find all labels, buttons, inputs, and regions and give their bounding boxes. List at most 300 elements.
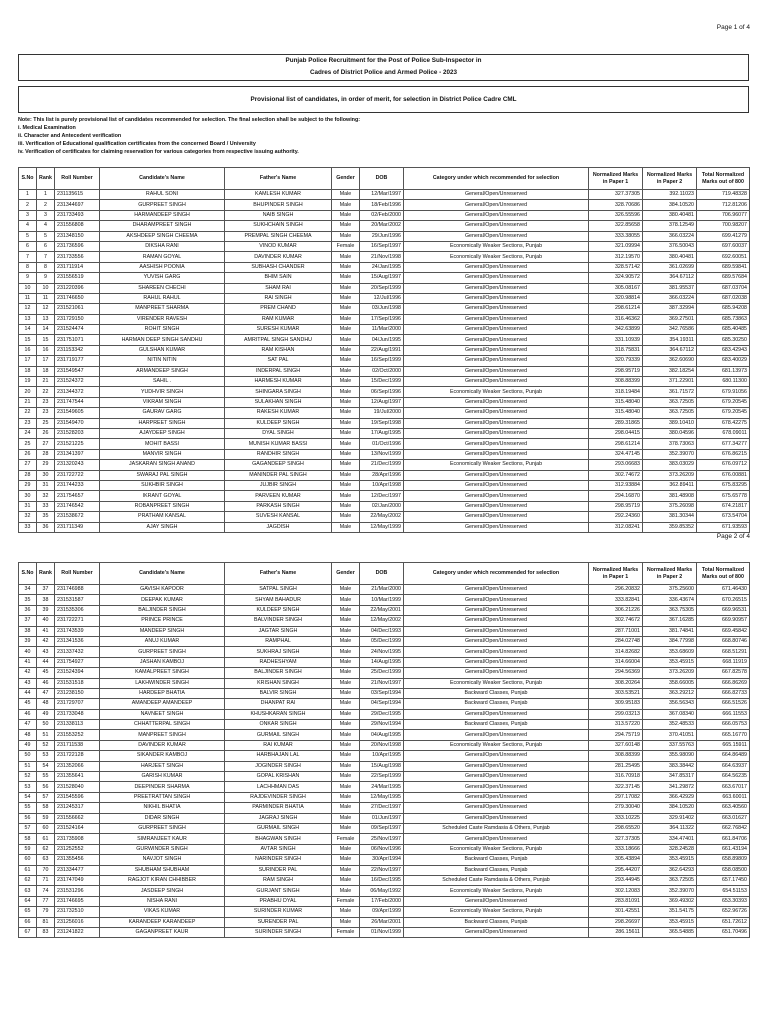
col-dob-cell: 13/Nov/1999 <box>360 449 404 459</box>
table-row <box>19 449 750 459</box>
col-candidate-name-cell: NAVNEET SINGH <box>100 709 225 719</box>
col-father-name-cell: KAMLESH KUMAR <box>225 190 332 200</box>
col-father-name-cell: SURINDER PAL <box>225 865 332 875</box>
col-candidate-name-cell: MANVIR SINGH <box>100 449 225 459</box>
col-gender-cell: Male <box>332 605 360 615</box>
col-dob-cell: 19/Sep/1998 <box>360 418 404 428</box>
col-roll-number-cell: 231135615 <box>55 190 100 200</box>
col-gender-cell: Male <box>332 408 360 418</box>
col-total-marks-cell: 658.08500 <box>697 865 750 875</box>
col-marks-paper-2-cell: 380.40481 <box>643 252 697 262</box>
col-rank-cell: 30 <box>37 470 55 480</box>
col-marks-paper-2-cell: 371.22901 <box>643 377 697 387</box>
col-gender-cell: Male <box>332 886 360 896</box>
col-roll-number-header: Roll Number <box>55 168 100 190</box>
col-dob-cell: 29/Jun/1996 <box>360 231 404 241</box>
table-row <box>19 200 750 210</box>
note-line: iv. Verification of certificates for claiming reservation for various categories from respective issuing authority. <box>18 148 299 155</box>
col-candidate-name-cell: MANDEEP SINGH <box>100 626 225 636</box>
col-father-name-cell: RANDHIR SINGH <box>225 449 332 459</box>
col-category-cell: Backward Classes, Punjab <box>404 865 589 875</box>
col-dob-cell: 28/Apr/1996 <box>360 470 404 480</box>
col-roll-number-cell: 231729150 <box>55 314 100 324</box>
col-candidate-name-cell: KARANDEEP KARANDEEP <box>100 917 225 927</box>
col-total-marks-cell: 665.16770 <box>697 730 750 740</box>
col-roll-number-cell: 231524372 <box>55 377 100 387</box>
table-row <box>19 813 750 823</box>
table-row <box>19 522 750 532</box>
col-gender-cell: Male <box>332 262 360 272</box>
col-sno-cell: 63 <box>19 886 37 896</box>
col-father-name-cell: RAM SINGH <box>225 875 332 885</box>
col-gender-cell: Male <box>332 668 360 678</box>
col-rank-cell: 42 <box>37 636 55 646</box>
table-row <box>19 501 750 511</box>
col-category-cell: General/Open/Unreserved <box>404 190 589 200</box>
table-row <box>19 262 750 272</box>
col-sno-cell: 44 <box>19 688 37 698</box>
col-marks-paper-1-cell: 327.37305 <box>589 834 643 844</box>
col-rank-cell: 23 <box>37 397 55 407</box>
col-gender-cell: Male <box>332 585 360 595</box>
col-marks-paper-2-cell: 353.45915 <box>643 917 697 927</box>
col-dob-cell: 27/Dec/1997 <box>360 803 404 813</box>
col-roll-number-cell: 231747544 <box>55 397 100 407</box>
col-candidate-name-cell: GAGANPREET KAUR <box>100 927 225 937</box>
col-marks-paper-1-cell: 327.37305 <box>589 190 643 200</box>
col-total-marks-cell: 662.76842 <box>697 823 750 833</box>
table-row <box>19 273 750 283</box>
title-line-1: Punjab Police Recruitment for the Post of Police Sub-Inspector in <box>285 57 482 64</box>
col-marks-paper-2-cell: 380.04596 <box>643 428 697 438</box>
col-candidate-name-cell: AJAYDEEP SINGH <box>100 428 225 438</box>
col-dob-cell: 20/Nov/1998 <box>360 740 404 750</box>
col-father-name-cell: BHIM SAIN <box>225 273 332 283</box>
col-marks-paper-1-cell: 314.82682 <box>589 647 643 657</box>
col-gender-cell: Male <box>332 855 360 865</box>
col-category-cell: General/Open/Unreserved <box>404 595 589 605</box>
col-total-marks-cell: 700.98207 <box>697 221 750 231</box>
col-dob-cell: 02/Oct/2000 <box>360 366 404 376</box>
col-category-cell: General/Open/Unreserved <box>404 293 589 303</box>
table-row <box>19 252 750 262</box>
col-rank-cell: 51 <box>37 730 55 740</box>
table-row <box>19 668 750 678</box>
col-marks-paper-1-cell: 292.24360 <box>589 512 643 522</box>
col-rank-cell: 21 <box>37 377 55 387</box>
col-sno-cell: 10 <box>19 283 37 293</box>
col-dob-cell: 25/Dec/1999 <box>360 668 404 678</box>
col-candidate-name-cell: AASHISH POONIA <box>100 262 225 272</box>
col-total-marks-cell: 692.60051 <box>697 252 750 262</box>
col-dob-cell: 01/Oct/1996 <box>360 439 404 449</box>
col-category-cell: General/Open/Unreserved <box>404 325 589 335</box>
col-sno-cell: 26 <box>19 449 37 459</box>
col-total-marks-cell: 697.60037 <box>697 241 750 251</box>
table-row <box>19 470 750 480</box>
col-marks-paper-2-cell: 375.26098 <box>643 501 697 511</box>
col-gender-cell: Male <box>332 917 360 927</box>
col-sno-cell: 45 <box>19 699 37 709</box>
col-dob-cell: 21/Dec/1999 <box>360 460 404 470</box>
col-category-cell: General/Open/Unreserved <box>404 792 589 802</box>
col-marks-paper-1-cell: 312.93884 <box>589 480 643 490</box>
col-marks-paper-2-cell: 361.71572 <box>643 387 697 397</box>
col-sno-cell: 23 <box>19 418 37 428</box>
col-sno-cell: 66 <box>19 917 37 927</box>
col-category-cell: General/Open/Unreserved <box>404 647 589 657</box>
col-marks-paper-2-header: Normalized Marks in Paper 2 <box>643 168 697 190</box>
col-marks-paper-2-cell: 364.67112 <box>643 273 697 283</box>
col-candidate-name-cell: ROBANPREET SINGH <box>100 501 225 511</box>
col-rank-cell: 12 <box>37 304 55 314</box>
col-marks-paper-2-cell: 384.10520 <box>643 803 697 813</box>
col-rank-cell: 47 <box>37 688 55 698</box>
col-sno-cell: 28 <box>19 470 37 480</box>
col-marks-paper-1-cell: 298.61214 <box>589 439 643 449</box>
col-dob-cell: 17/Feb/2000 <box>360 896 404 906</box>
col-marks-paper-2-cell: 373.26209 <box>643 470 697 480</box>
col-candidate-name-cell: PREETRATTAN SINGH <box>100 792 225 802</box>
col-total-marks-cell: 651.70496 <box>697 927 750 937</box>
col-candidate-name-cell: RAHUL RAHUL <box>100 293 225 303</box>
col-total-marks-cell: 666.82733 <box>697 688 750 698</box>
col-marks-paper-1-cell: 303.53521 <box>589 688 643 698</box>
col-marks-paper-1-cell: 318.19484 <box>589 387 643 397</box>
col-rank-cell: 5 <box>37 231 55 241</box>
col-sno-cell: 14 <box>19 325 37 335</box>
col-total-marks-cell: 653.30393 <box>697 896 750 906</box>
col-marks-paper-1-cell: 320.79339 <box>589 356 643 366</box>
col-category-cell: General/Open/Unreserved <box>404 501 589 511</box>
col-rank-cell: 11 <box>37 293 55 303</box>
col-rank-cell: 45 <box>37 668 55 678</box>
col-gender-cell: Male <box>332 501 360 511</box>
col-total-marks-cell: 670.26515 <box>697 595 750 605</box>
col-rank-cell: 1 <box>37 190 55 200</box>
col-total-marks-cell: 678.42275 <box>697 418 750 428</box>
col-total-marks-cell: 669.90957 <box>697 616 750 626</box>
col-rank-cell: 28 <box>37 449 55 459</box>
col-marks-paper-2-cell: 366.03224 <box>643 293 697 303</box>
col-rank-cell: 32 <box>37 491 55 501</box>
col-dob-cell: 25/Nov/1997 <box>360 834 404 844</box>
col-category-cell: General/Open/Unreserved <box>404 636 589 646</box>
table-row <box>19 740 750 750</box>
col-roll-number-cell: 231337432 <box>55 647 100 657</box>
col-marks-paper-2-cell: 389.10410 <box>643 418 697 428</box>
col-rank-cell: 4 <box>37 221 55 231</box>
col-candidate-name-cell: JASKARAN SINGH ANAND <box>100 460 225 470</box>
col-rank-cell: 49 <box>37 709 55 719</box>
col-category-cell: General/Open/Unreserved <box>404 927 589 937</box>
col-candidate-name-cell: SIMRANJEET KAUR <box>100 834 225 844</box>
col-candidate-name-cell: HARMAN DEEP SINGH SANDHU <box>100 335 225 345</box>
col-category-cell: General/Open/Unreserved <box>404 418 589 428</box>
col-category-cell: Economically Weaker Sections, Punjab <box>404 678 589 688</box>
col-marks-paper-2-cell: 369.27501 <box>643 314 697 324</box>
col-marks-paper-1-cell: 283.81091 <box>589 896 643 906</box>
col-sno-cell: 34 <box>19 585 37 595</box>
col-roll-number-cell: 231722271 <box>55 616 100 626</box>
table-row <box>19 221 750 231</box>
col-dob-cell: 24/Jan/1995 <box>360 262 404 272</box>
document-title <box>18 54 749 81</box>
col-dob-cell: 15/Aug/1997 <box>360 273 404 283</box>
col-marks-paper-2-cell: 341.29872 <box>643 782 697 792</box>
page-number: Page 2 of 4 <box>716 533 750 540</box>
col-rank-cell: 79 <box>37 907 55 917</box>
col-candidate-name-cell: GURPREET SINGH <box>100 823 225 833</box>
col-marks-paper-1-cell: 302.12083 <box>589 886 643 896</box>
col-dob-cell: 30/Apr/1994 <box>360 855 404 865</box>
col-candidate-name-cell: YUVISH GARG <box>100 273 225 283</box>
table-row <box>19 325 750 335</box>
col-gender-cell: Male <box>332 844 360 854</box>
col-candidate-name-cell: AJAY SINGH <box>100 522 225 532</box>
col-father-name-cell: KHUSHKARAN SINGH <box>225 709 332 719</box>
col-dob-cell: 26/Mar/2001 <box>360 917 404 927</box>
col-dob-cell: 21/Mar/2000 <box>360 585 404 595</box>
col-roll-number-cell: 231722128 <box>55 751 100 761</box>
col-marks-paper-1-cell: 281.25495 <box>589 761 643 771</box>
col-roll-number-cell: 231733048 <box>55 709 100 719</box>
col-sno-cell: 56 <box>19 813 37 823</box>
col-candidate-name-cell: AMANDEEP AMANDEEP <box>100 699 225 709</box>
col-father-name-cell: DYAL SINGH <box>225 428 332 438</box>
col-gender-cell: Male <box>332 688 360 698</box>
col-father-name-header: Father's Name <box>225 168 332 190</box>
col-candidate-name-cell: VIKAS KUMAR <box>100 907 225 917</box>
col-dob-cell: 12/Aug/1997 <box>360 397 404 407</box>
col-father-name-cell: SURINDER KUMAR <box>225 907 332 917</box>
col-candidate-name-cell: PRATHAM KANSAL <box>100 512 225 522</box>
col-category-cell: General/Open/Unreserved <box>404 709 589 719</box>
col-category-cell: General/Open/Unreserved <box>404 626 589 636</box>
table-row <box>19 418 750 428</box>
col-total-marks-cell: 689.59841 <box>697 262 750 272</box>
col-marks-paper-1-cell: 327.60148 <box>589 740 643 750</box>
col-marks-paper-1-cell: 305.08167 <box>589 283 643 293</box>
col-father-name-cell: INDERPAL SINGH <box>225 366 332 376</box>
col-candidate-name-cell: SHUBHAM SHUBHAM <box>100 865 225 875</box>
col-total-marks-cell: 699.41279 <box>697 231 750 241</box>
col-dob-cell: 14/Aug/1995 <box>360 657 404 667</box>
col-total-marks-cell: 661.43194 <box>697 844 750 854</box>
col-roll-number-cell: 231746542 <box>55 501 100 511</box>
col-candidate-name-header: Candidate's Name <box>100 563 225 585</box>
col-dob-cell: 01/Jun/1997 <box>360 813 404 823</box>
col-father-name-cell: GOPAL KRISHAN <box>225 772 332 782</box>
col-marks-paper-1-cell: 318.75831 <box>589 345 643 355</box>
col-sno-cell: 65 <box>19 907 37 917</box>
col-gender-cell: Female <box>332 241 360 251</box>
col-candidate-name-cell: RAHUL SONI <box>100 190 225 200</box>
col-marks-paper-1-cell: 331.10939 <box>589 335 643 345</box>
col-roll-number-cell: 231528203 <box>55 428 100 438</box>
col-marks-paper-1-cell: 333.38055 <box>589 231 643 241</box>
col-marks-paper-2-cell: 342.76586 <box>643 325 697 335</box>
col-dob-cell: 29/Dec/1995 <box>360 709 404 719</box>
col-father-name-cell: BALJINDER SINGH <box>225 668 332 678</box>
col-roll-number-cell: 231733556 <box>55 252 100 262</box>
col-father-name-cell: DHANPAT RAI <box>225 699 332 709</box>
col-marks-paper-2-cell: 363.72505 <box>643 408 697 418</box>
col-father-name-cell: RAMPHAL <box>225 636 332 646</box>
col-candidate-name-cell: HARDEEP BHATIA <box>100 688 225 698</box>
col-dob-cell: 09/Apr/1999 <box>360 907 404 917</box>
col-total-marks-cell: 681.13973 <box>697 366 750 376</box>
col-sno-cell: 39 <box>19 636 37 646</box>
col-dob-cell: 19/Jul/2000 <box>360 408 404 418</box>
col-category-cell: Economically Weaker Sections, Punjab <box>404 241 589 251</box>
col-rank-cell: 17 <box>37 356 55 366</box>
col-gender-cell: Male <box>332 221 360 231</box>
col-category-cell: Economically Weaker Sections, Punjab <box>404 740 589 750</box>
col-rank-cell: 38 <box>37 595 55 605</box>
col-roll-number-cell: 231719177 <box>55 356 100 366</box>
col-rank-cell: 63 <box>37 855 55 865</box>
col-sno-cell: 58 <box>19 834 37 844</box>
col-father-name-cell: SATPAL SINGH <box>225 585 332 595</box>
col-candidate-name-cell: HARPREET SINGH <box>100 418 225 428</box>
col-marks-paper-1-cell: 321.09994 <box>589 241 643 251</box>
col-category-cell: Backward Classes, Punjab <box>404 917 589 927</box>
col-roll-number-cell: 231256016 <box>55 917 100 927</box>
col-rank-cell: 44 <box>37 657 55 667</box>
col-father-name-cell: NAIB SINGH <box>225 210 332 220</box>
col-category-cell: General/Open/Unreserved <box>404 657 589 667</box>
col-sno-cell: 9 <box>19 273 37 283</box>
col-gender-cell: Male <box>332 335 360 345</box>
col-gender-cell: Male <box>332 377 360 387</box>
col-sno-cell: 1 <box>19 190 37 200</box>
col-dob-cell: 09/Sep/1997 <box>360 823 404 833</box>
note-line: Note: This list is purely provisional list of candidates recommended for selection. The final selection shall be subject to the following: <box>18 117 361 123</box>
table-row <box>19 241 750 251</box>
col-marks-paper-2-cell: 329.91402 <box>643 813 697 823</box>
col-candidate-name-cell: GARISH KUMAR <box>100 772 225 782</box>
col-dob-cell: 11/Mar/2000 <box>360 325 404 335</box>
col-category-cell: General/Open/Unreserved <box>404 730 589 740</box>
col-roll-number-cell: 231531296 <box>55 886 100 896</box>
col-gender-cell: Male <box>332 626 360 636</box>
col-father-name-cell: RAJDEVINDER SINGH <box>225 792 332 802</box>
col-sno-cell: 20 <box>19 387 37 397</box>
col-father-name-cell: PRABHU DYAL <box>225 896 332 906</box>
col-marks-paper-2-cell: 378.12549 <box>643 221 697 231</box>
col-marks-paper-2-cell: 352.48533 <box>643 720 697 730</box>
col-dob-cell: 03/Sep/1994 <box>360 688 404 698</box>
col-marks-paper-1-cell: 299.03213 <box>589 709 643 719</box>
col-gender-cell: Male <box>332 470 360 480</box>
col-roll-number-cell: 231521225 <box>55 439 100 449</box>
col-sno-cell: 54 <box>19 792 37 802</box>
table-row <box>19 283 750 293</box>
col-category-cell: General/Open/Unreserved <box>404 314 589 324</box>
col-marks-paper-1-cell: 313.57220 <box>589 720 643 730</box>
col-rank-cell: 14 <box>37 325 55 335</box>
col-marks-paper-1-cell: 297.17082 <box>589 792 643 802</box>
list-subtitle: Provisional list of candidates, in order of merit, for selection in District Police Cadre CML <box>18 86 749 113</box>
col-rank-cell: 13 <box>37 314 55 324</box>
col-father-name-cell: KULDEEP SINGH <box>225 418 332 428</box>
col-category-cell: Backward Classes, Punjab <box>404 699 589 709</box>
col-sno-cell: 22 <box>19 408 37 418</box>
col-father-name-cell: RAI KUMAR <box>225 740 332 750</box>
col-category-cell: General/Open/Unreserved <box>404 585 589 595</box>
col-marks-paper-2-cell: 381.30344 <box>643 512 697 522</box>
col-dob-cell: 16/Dec/1995 <box>360 875 404 885</box>
col-gender-cell: Male <box>332 512 360 522</box>
col-total-marks-cell: 683.42943 <box>697 345 750 355</box>
col-roll-number-cell: 231252552 <box>55 844 100 854</box>
col-dob-cell: 04/Aug/1995 <box>360 730 404 740</box>
note-line: iii. Verification of Educational qualification certificates from the concerned Board / University <box>18 140 256 147</box>
col-father-name-cell: JAGDISH <box>225 522 332 532</box>
table-row <box>19 699 750 709</box>
col-father-name-cell: ONKAR SINGH <box>225 720 332 730</box>
col-father-name-cell: RAKESH KUMAR <box>225 408 332 418</box>
col-roll-number-cell: 231556662 <box>55 813 100 823</box>
col-candidate-name-cell: DEEPAK KUMAR <box>100 595 225 605</box>
col-marks-paper-1-cell: 308.88399 <box>589 377 643 387</box>
col-sno-cell: 8 <box>19 262 37 272</box>
col-marks-paper-1-cell: 298.95719 <box>589 501 643 511</box>
col-category-cell: Backward Classes, Punjab <box>404 688 589 698</box>
col-category-cell: General/Open/Unreserved <box>404 200 589 210</box>
col-roll-number-cell: 231521061 <box>55 304 100 314</box>
col-sno-cell: 36 <box>19 605 37 615</box>
col-category-cell: Backward Classes, Punjab <box>404 855 589 865</box>
table-row <box>19 875 750 885</box>
col-marks-paper-2-cell: 381.48908 <box>643 491 697 501</box>
col-sno-cell: 30 <box>19 491 37 501</box>
col-gender-header: Gender <box>332 168 360 190</box>
col-rank-cell: 70 <box>37 865 55 875</box>
col-dob-cell: 04/Jun/1995 <box>360 335 404 345</box>
col-marks-paper-2-cell: 366.42929 <box>643 792 697 802</box>
col-rank-cell: 15 <box>37 335 55 345</box>
col-gender-cell: Male <box>332 428 360 438</box>
col-candidate-name-cell: NIKHIL BHATIA <box>100 803 225 813</box>
col-category-cell: General/Open/Unreserved <box>404 772 589 782</box>
col-dob-cell: 12/Jul/1996 <box>360 293 404 303</box>
col-gender-cell: Male <box>332 657 360 667</box>
col-father-name-header: Father's Name <box>225 563 332 585</box>
col-category-cell: General/Open/Unreserved <box>404 221 589 231</box>
col-roll-number-cell: 231747049 <box>55 875 100 885</box>
col-gender-header: Gender <box>332 563 360 585</box>
col-gender-cell: Male <box>332 875 360 885</box>
col-gender-cell: Male <box>332 190 360 200</box>
col-gender-cell: Male <box>332 647 360 657</box>
col-father-name-cell: MANINDER PAL SINGH <box>225 470 332 480</box>
col-rank-cell: 50 <box>37 720 55 730</box>
col-gender-cell: Male <box>332 491 360 501</box>
col-gender-cell: Male <box>332 720 360 730</box>
col-total-marks-cell: 679.20545 <box>697 397 750 407</box>
col-sno-cell: 24 <box>19 428 37 438</box>
table-row <box>19 792 750 802</box>
col-gender-cell: Male <box>332 823 360 833</box>
col-total-marks-cell: 676.09712 <box>697 460 750 470</box>
table-row <box>19 428 750 438</box>
col-roll-number-cell: 231751071 <box>55 335 100 345</box>
col-sno-cell: 47 <box>19 720 37 730</box>
col-rank-cell: 16 <box>37 345 55 355</box>
col-gender-cell: Male <box>332 439 360 449</box>
